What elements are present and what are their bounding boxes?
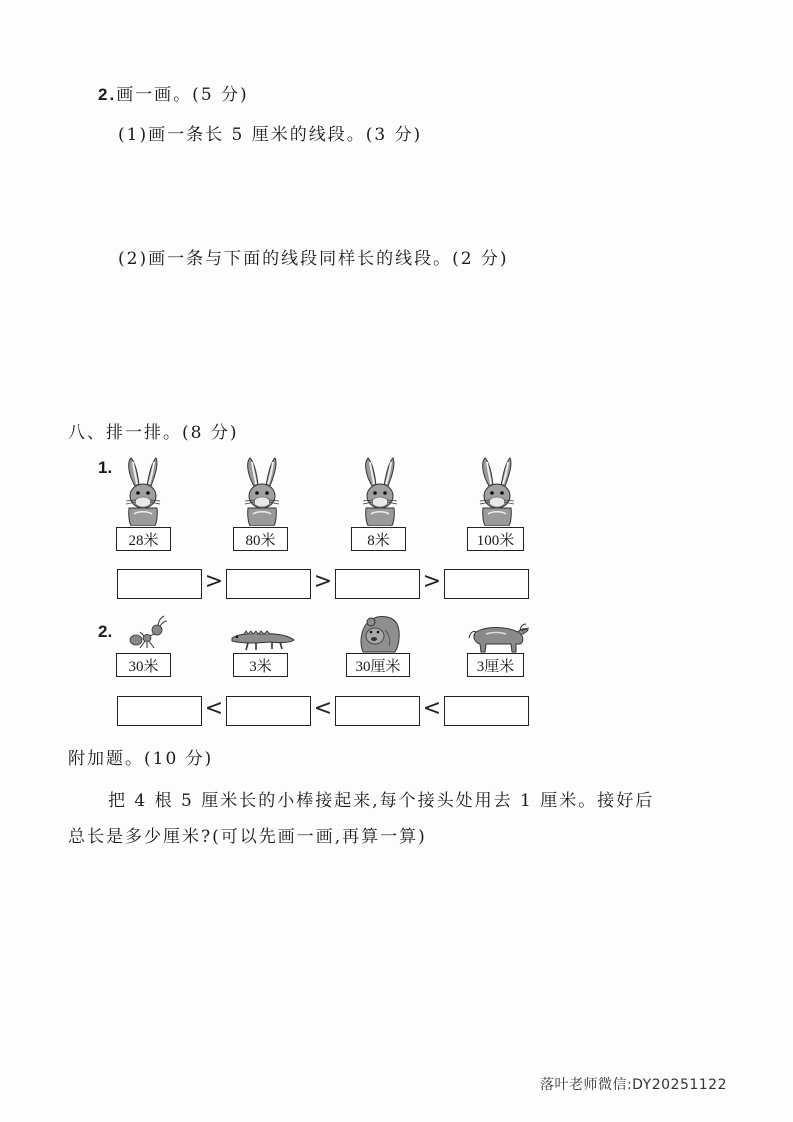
q1-answer-box-2[interactable] xyxy=(226,569,311,599)
q2-label-4: 3厘米 xyxy=(467,653,524,677)
bonus-line-1: 把 4 根 5 厘米长的小棒接起来,每个接头处用去 1 厘米。接好后 xyxy=(108,791,655,811)
bonus-line-2: 总长是多少厘米?(可以先画一画,再算一算) xyxy=(68,827,427,847)
q2-answer-box-2[interactable] xyxy=(226,696,311,726)
section2-title: 画一画。(5 分) xyxy=(116,85,249,105)
section2-question-2: (2)画一条与下面的线段同样长的线段。(2 分) xyxy=(118,249,509,269)
q2-symbol-3: < xyxy=(422,696,442,721)
section2-number: 2. xyxy=(98,85,117,104)
q1-answer-box-4[interactable] xyxy=(444,569,529,599)
q2-label-1: 30米 xyxy=(116,653,171,677)
q1-answer-box-1[interactable] xyxy=(117,569,202,599)
bear-icon xyxy=(355,612,403,654)
section8-title: 八、排一排。(8 分) xyxy=(68,423,239,443)
q2-answer-box-3[interactable] xyxy=(335,696,420,726)
q1-label-1: 28米 xyxy=(116,527,171,551)
rabbit-icon xyxy=(355,456,405,526)
section2-heading xyxy=(98,80,249,105)
q1-symbol-1: > xyxy=(204,569,224,594)
rabbit-icon xyxy=(237,456,287,526)
bonus-title: 附加题。(10 分) xyxy=(68,749,214,769)
q2-symbol-2: < xyxy=(313,696,333,721)
q2-label-3: 30厘米 xyxy=(346,653,410,677)
q1-label-2: 80米 xyxy=(233,527,288,551)
crocodile-icon xyxy=(230,624,296,654)
section2-question-1: (1)画一条长 5 厘米的线段。(3 分) xyxy=(118,125,423,145)
bull-icon xyxy=(466,622,530,654)
section8-q2-number: 2. xyxy=(98,622,113,641)
q2-answer-box-1[interactable] xyxy=(117,696,202,726)
footer-contact: 落叶老师微信:DY20251122 xyxy=(539,1077,727,1093)
q2-symbol-1: < xyxy=(204,696,224,721)
q1-label-3: 8米 xyxy=(351,527,406,551)
q1-symbol-3: > xyxy=(422,569,442,594)
ant-icon xyxy=(128,614,168,650)
section8-q1-number: 1. xyxy=(98,458,113,477)
rabbit-icon xyxy=(118,456,168,526)
q2-label-2: 3米 xyxy=(233,653,288,677)
q1-answer-box-3[interactable] xyxy=(335,569,420,599)
q1-label-4: 100米 xyxy=(467,527,524,551)
q2-answer-box-4[interactable] xyxy=(444,696,529,726)
q1-symbol-2: > xyxy=(313,569,333,594)
rabbit-icon xyxy=(472,456,522,526)
